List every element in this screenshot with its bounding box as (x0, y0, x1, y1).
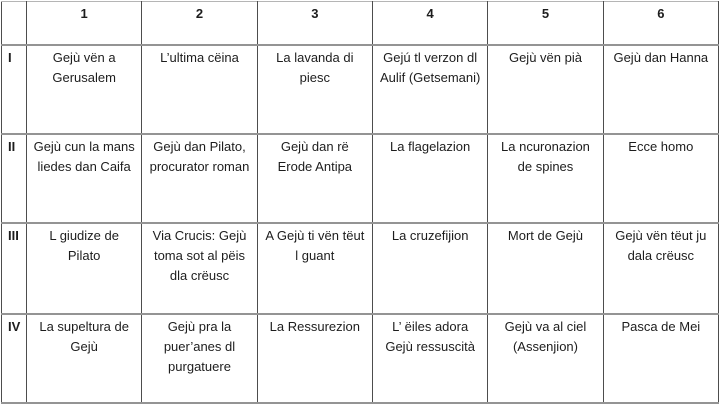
table-cell: Gejù pra la puer’anes dl purgatuere (142, 314, 257, 403)
table-cell: La flagelazion (372, 134, 487, 223)
table-row (2, 45, 719, 134)
table-cell: Gejù vën pià (488, 45, 603, 134)
row-numeral: IV (2, 314, 27, 403)
column-header-3: 3 (257, 2, 372, 45)
column-header-5: 5 (488, 2, 603, 45)
header-row (2, 2, 719, 45)
corner-cell (2, 2, 27, 45)
table-cell: La cruzefijion (372, 223, 487, 314)
column-header-2: 2 (142, 2, 257, 45)
table-cell: L giudize de Pilato (27, 223, 142, 314)
table-cell: Ecce homo (603, 134, 718, 223)
table-cell: La ncuronazion de spines (488, 134, 603, 223)
table-cell: Gejù cun la mans liedes dan Caifa (27, 134, 142, 223)
table-row (2, 223, 719, 314)
table-cell: Gejù vën a Gerusalem (27, 45, 142, 134)
table-row (2, 134, 719, 223)
table-cell: Gejù dan rë Erode Antipa (257, 134, 372, 223)
table-row (2, 314, 719, 403)
table-cell: La Ressurezion (257, 314, 372, 403)
table-cell: Pasca de Mei (603, 314, 718, 403)
table-cell: A Gejù ti vën tëut l guant (257, 223, 372, 314)
row-numeral: I (2, 45, 27, 134)
table-cell: Mort de Gejù (488, 223, 603, 314)
column-header-1: 1 (27, 2, 142, 45)
table-cell: Gejù vën tëut ju dala crëusc (603, 223, 718, 314)
table-cell: La supeltura de Gejù (27, 314, 142, 403)
table-cell: L’ultima cëina (142, 45, 257, 134)
table-cell: La lavanda di piesc (257, 45, 372, 134)
table-cell: L’ ëiles adora Gejù ressuscità (372, 314, 487, 403)
column-header-4: 4 (372, 2, 487, 45)
column-header-6: 6 (603, 2, 718, 45)
row-numeral: III (2, 223, 27, 314)
table-cell: Gejù dan Pilato, procurator roman (142, 134, 257, 223)
table-cell: Gejú tl verzon dl Aulif (Getsemani) (372, 45, 487, 134)
stations-table (1, 1, 719, 404)
table-cell: Gejù va al ciel (Assenjion) (488, 314, 603, 403)
row-numeral: II (2, 134, 27, 223)
table-cell: Gejù dan Hanna (603, 45, 718, 134)
table-cell: Via Crucis: Gejù toma sot al pëis dla crëusc (142, 223, 257, 314)
